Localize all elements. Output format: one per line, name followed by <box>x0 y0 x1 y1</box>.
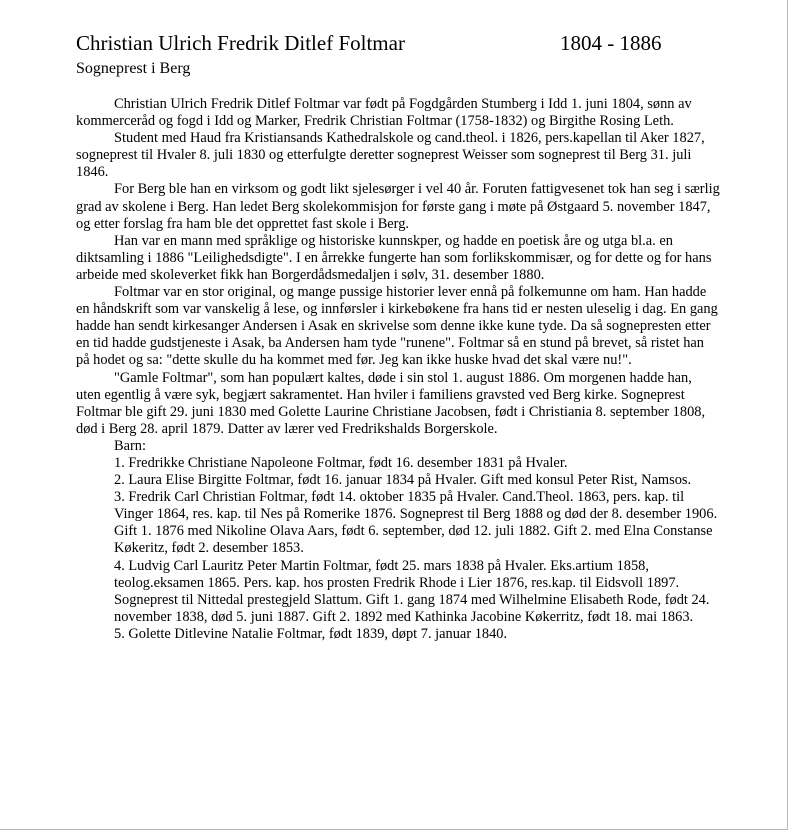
page-subtitle: Sogneprest i Berg <box>76 60 191 77</box>
child-entry: 3. Fredrik Carl Christian Foltmar, født 14. oktober 1835 på Hvaler. Cand.Theol. 1863, pers. kap. til Vinger 1864, res. kap. til Nes på Romerike 1876. Sogneprest til Berg 1888 og død der 8. desember 1906. Gift 1. 1876 med Nikoline Olava Aars, født 6. september, død 12. juli 1882. Gift 2. med Elna Constanse Køkeritz, født 2. desember 1853. <box>114 489 718 557</box>
paragraph-birth: Christian Ulrich Fredrik Ditlef Foltmar var født på Fogdgården Stumberg i Idd 1. juni 1804, sønn av kommerceråd og fogd i Idd og Marker, Fredrik Christian Foltmar (1758-1832) og Birgithe Rosing Leth. <box>76 96 692 130</box>
child-entry: 5. Golette Ditlevine Natalie Foltmar, født 1839, døpt 7. januar 1840. <box>114 625 508 642</box>
life-years: 1804 - 1886 <box>560 31 662 55</box>
children-heading: Barn: <box>114 437 146 454</box>
paragraph-berg: For Berg ble han en virksom og godt likt sjelesørger i vel 40 år. Foruten fattigvesenet tok han seg i særlig grad av skolene i Berg. Han ledet Berg skolekommisjon for første gang i møte på Østgaard 5. november 1847, og etter forslag fra ham ble det opprettet fast skole i Berg. <box>76 181 720 232</box>
page-title: Christian Ulrich Fredrik Ditlef Foltmar <box>76 31 405 55</box>
paragraph-poetry: Han var en mann med språklige og historiske kunnskper, og hadde en poetisk åre og utga bl.a. en diktsamling i 1886 "Leilighedsdigte". I en årrekke fungerte han som forlikskommisær, og for dette og for hans arbeide med skoleverket fikk han Borgerdådsmedaljen i sølv, 31. desember 1880. <box>76 232 712 283</box>
paragraph-education: Student med Haud fra Kristiansands Kathedralskole og cand.theol. i 1826, pers.kapellan til Aker 1827, sogneprest til Hvaler 8. juli 1830 og etterfulgte deretter sogneprest Weisser som sogneprest til Berg 31. juli 1846. <box>76 130 705 181</box>
child-entry: 2. Laura Elise Birgitte Foltmar, født 16. januar 1834 på Hvaler. Gift med konsul Peter Rist, Namsos. <box>114 472 692 489</box>
child-entry: 1. Fredrikke Christiane Napoleone Foltmar, født 16. desember 1831 på Hvaler. <box>114 454 568 471</box>
paragraph-death-marriage: "Gamle Foltmar", som han populært kaltes, døde i sin stol 1. august 1886. Om morgenen hadde han, uten egentlig å være syk, begjært sakramentet. Han hviler i familiens gravsted ved Berg kirke. Sogneprest Foltmar ble gift 29. juni 1830 med Golette Laurine Christiane Jacobsen, født i Christiania 8. september 1808, død i Berg 28. april 1879. Datter av lærer ved Fredrikshalds Borgerskole. <box>76 369 706 437</box>
title-row <box>76 29 716 59</box>
child-entry: 4. Ludvig Carl Lauritz Peter Martin Foltmar, født 25. mars 1838 på Hvaler. Eks.artium 1858, teolog.eksamen 1865. Pers. kap. hos prosten Fredrik Rhode i Lier 1876, res.kap. til Eidsvoll 1897. Sogneprest til Nittedal prestegjeld Slattum. Gift 1. gang 1874 med Wilhelmine Elisabeth Rode, født 24. november 1838, død 5. juni 1887. Gift 2. 1892 med Kathinka Jacobine Køkerritz, født 18. mai 1863. <box>114 557 710 625</box>
biography-body <box>76 96 720 643</box>
paragraph-anecdote: Foltmar var en stor original, og mange pussige historier lever ennå på folkemunne om ham. Han hadde en håndskrift som var vanskelig å lese, og innførsler i kirkebøkene fra hans tid er nesten uleselig i dag. En gang hadde han sendt kirkesanger Andersen i Asak en skrivelse som denne ikke kune tyde. Da så sognepresten etter en tid hadde gudstjeneste i Asak, ba Andersen ham tyde "runene". Foltmar så en stund på brevet, så ristet han på hodet og sa: "dette skulle du ha kommet med før. Jeg kan ikke huske hvad det skal være nu!". <box>76 284 718 369</box>
